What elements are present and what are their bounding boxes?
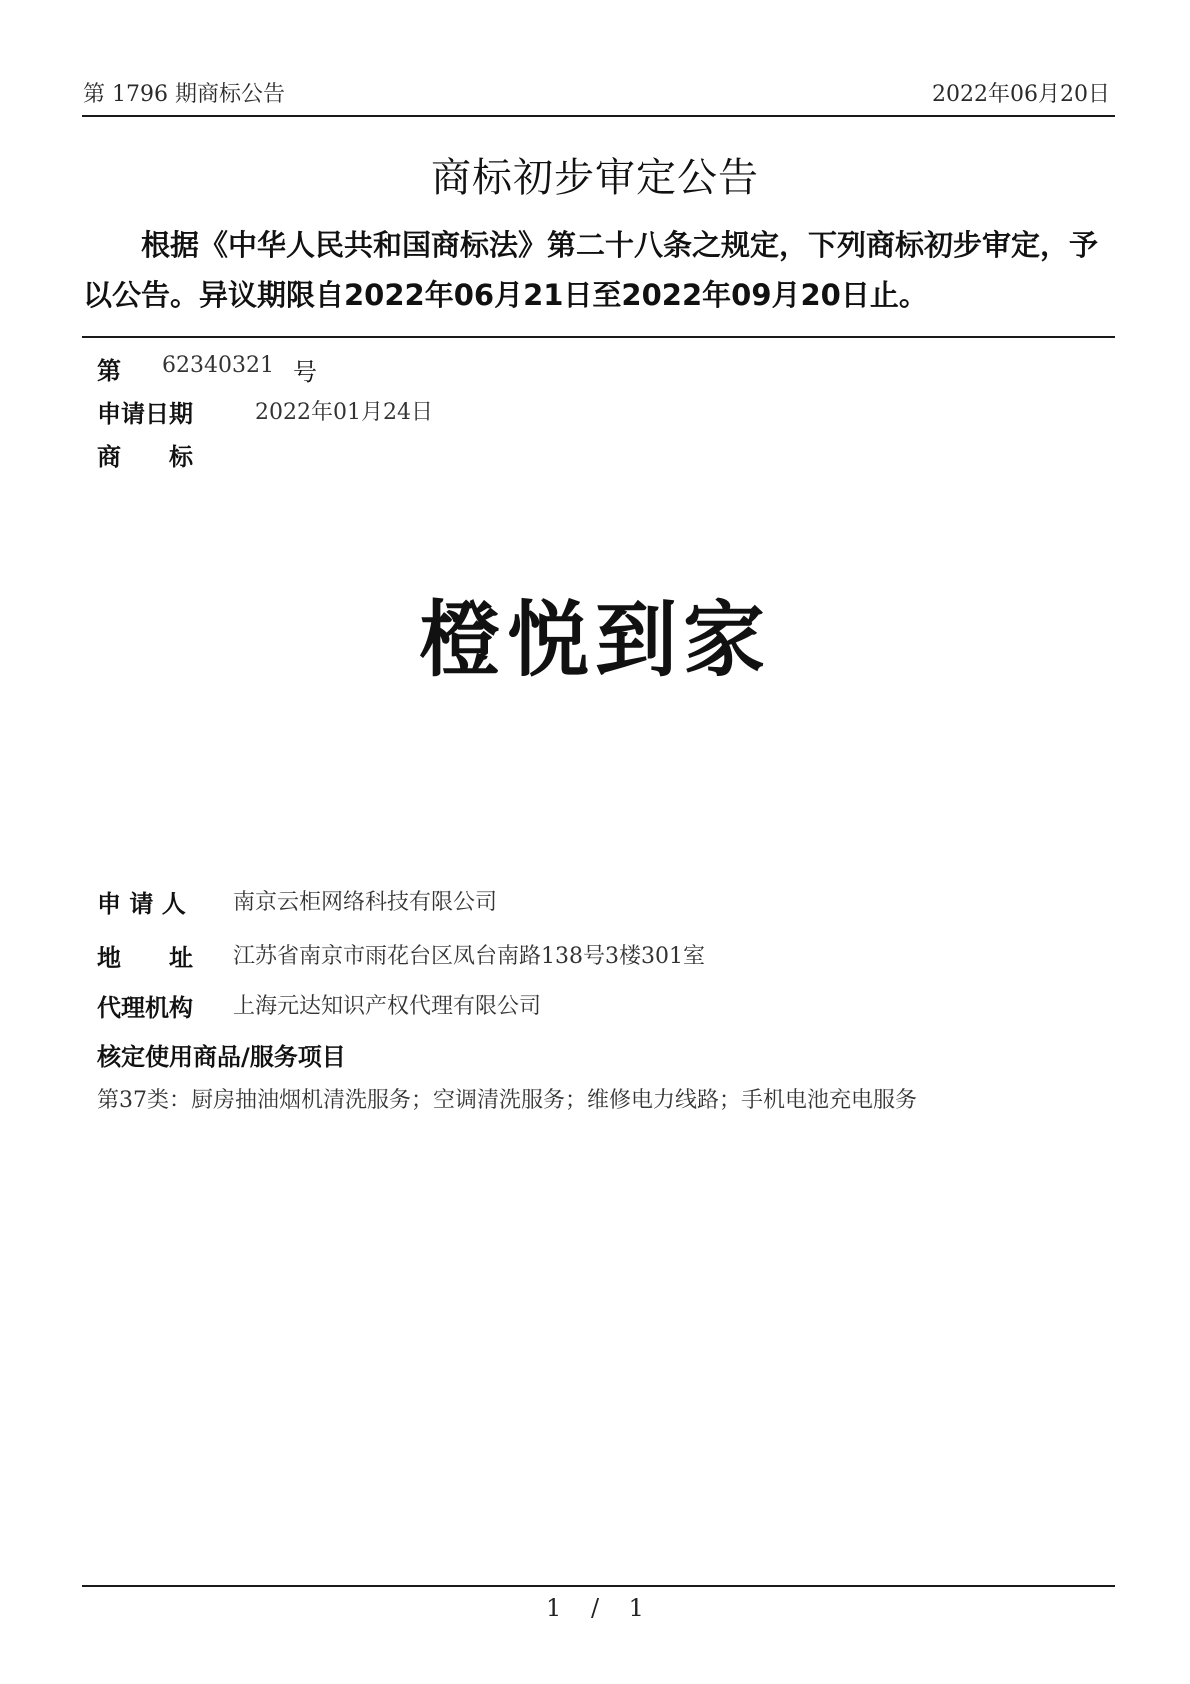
page-number: 1 / 1 xyxy=(546,1594,644,1622)
trademark-label: 商 标 xyxy=(97,443,193,471)
applicant-value: 南京云柜网络科技有限公司 xyxy=(233,890,498,915)
section-divider xyxy=(82,336,1115,338)
registration-number: 62340321 xyxy=(162,353,274,378)
agency-label: 代理机构 xyxy=(97,994,193,1022)
applicant-label: 申 请 人 xyxy=(97,890,186,918)
footer-divider xyxy=(82,1585,1115,1587)
address-value: 江苏省南京市雨花台区凤台南路138号3楼301室 xyxy=(233,944,705,969)
trademark-mark: 橙悦到家 xyxy=(418,593,771,688)
page-header-issue: 第 1796 期商标公告 xyxy=(83,82,285,107)
page-header-date: 2022年06月20日 xyxy=(932,82,1110,107)
number-prefix: 第 xyxy=(97,357,121,385)
announcement-intro: 根据《中华人民共和国商标法》第二十八条之规定，下列商标初步审定，予以公告。异议期限自2022年06月21日至2022年09月20日止。 xyxy=(83,228,1099,312)
number-suffix: 号 xyxy=(293,358,317,386)
announcement-title: 商标初步审定公告 xyxy=(431,155,759,201)
application-date-label: 申请日期 xyxy=(97,400,193,428)
goods-services-label: 核定使用商品/服务项目 xyxy=(97,1043,346,1071)
address-label: 地 址 xyxy=(97,944,193,972)
goods-services-list: 第37类：厨房抽油烟机清洗服务；空调清洗服务；维修电力线路；手机电池充电服务 xyxy=(97,1088,917,1113)
application-date-value: 2022年01月24日 xyxy=(255,400,433,425)
header-divider xyxy=(82,115,1115,117)
agency-value: 上海元达知识产权代理有限公司 xyxy=(233,994,542,1019)
